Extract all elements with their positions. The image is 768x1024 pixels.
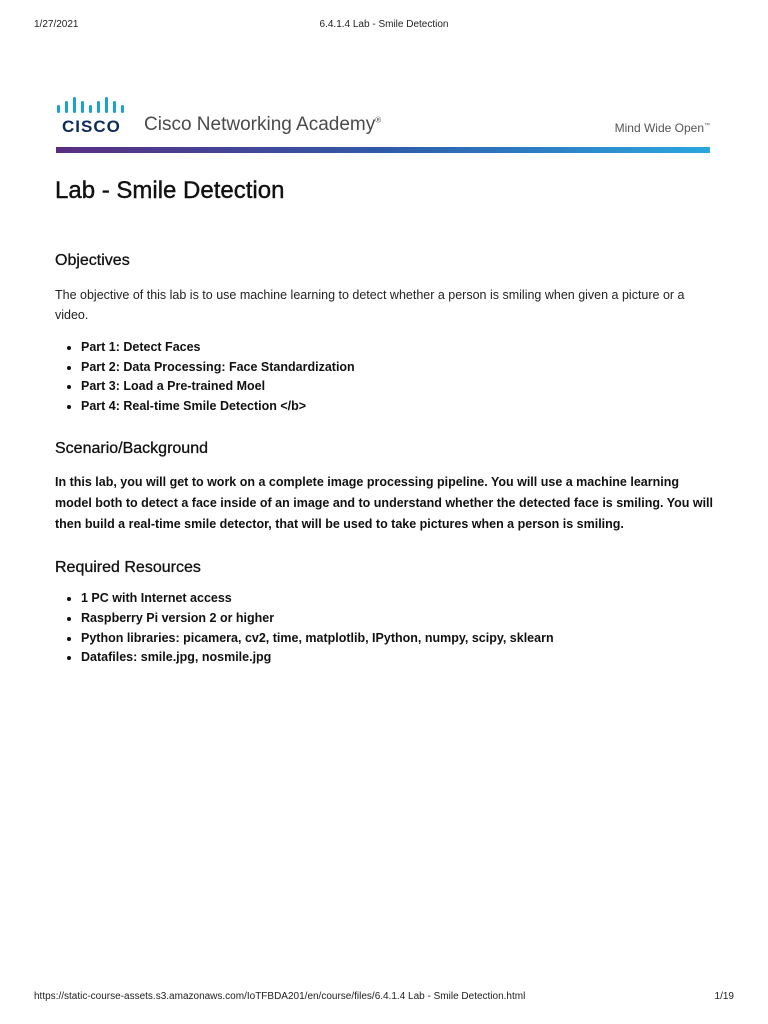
source-url: https://static-course-assets.s3.amazonaws.com/IoTFBDA201/en/course/files/6.4.1.4 Lab - Smile Detection.html (34, 991, 526, 1002)
document-body (55, 170, 715, 668)
list-item: • Python libraries: picamera, cv2, time, matplotlib, IPython, numpy, scipy, sklearn (81, 629, 715, 649)
objectives-intro: The objective of this lab is to use machine learning to detect whether a person is smiling when given a picture or a video. (55, 288, 685, 322)
academy-name-text: Cisco Networking Academy (144, 114, 376, 135)
page-number: 1/19 (714, 991, 734, 1002)
tagline (615, 121, 710, 135)
trademark-mark: ™ (704, 123, 710, 129)
list-item: • 1 PC with Internet access (81, 589, 715, 609)
print-date: 1/27/2021 (34, 19, 79, 30)
list-item: • Part 1: Detect Faces (81, 338, 715, 358)
objectives-list (55, 338, 715, 416)
cisco-banner (56, 88, 710, 148)
academy-name (144, 114, 381, 136)
resources-list (55, 589, 715, 667)
list-item: • Part 2: Data Processing: Face Standardization (81, 358, 715, 378)
list-item: • Part 3: Load a Pre-trained Moel (81, 377, 715, 397)
cisco-wordmark: CISCO (62, 117, 121, 136)
list-item: • Datafiles: smile.jpg, nosmile.jpg (81, 648, 715, 668)
list-item: • Raspberry Pi version 2 or higher (81, 609, 715, 629)
objectives-heading: Objectives (55, 252, 130, 269)
resources-heading: Required Resources (55, 559, 201, 577)
scenario-heading: Scenario/Background (55, 440, 208, 458)
print-footer (34, 991, 734, 1005)
banner-gradient-bar (56, 147, 710, 153)
scenario-text: In this lab, you will get to work on a complete image processing pipeline. You will use a machine learning model both to detect a face inside of an image and to understand whether the detected face is smiling. You will then build a real-time smile detector, that will be used to take pictures when a person is smiling. (55, 475, 713, 532)
print-header (34, 19, 734, 33)
registered-mark: ® (375, 115, 382, 125)
tagline-text: Mind Wide Open (614, 121, 704, 135)
page-title: Lab - Smile Detection (55, 177, 285, 204)
print-page-title: 6.4.1.4 Lab - Smile Detection (319, 19, 449, 30)
cisco-logo-bars-icon (56, 97, 124, 115)
list-item: • Part 4: Real-time Smile Detection </b> (81, 397, 715, 417)
